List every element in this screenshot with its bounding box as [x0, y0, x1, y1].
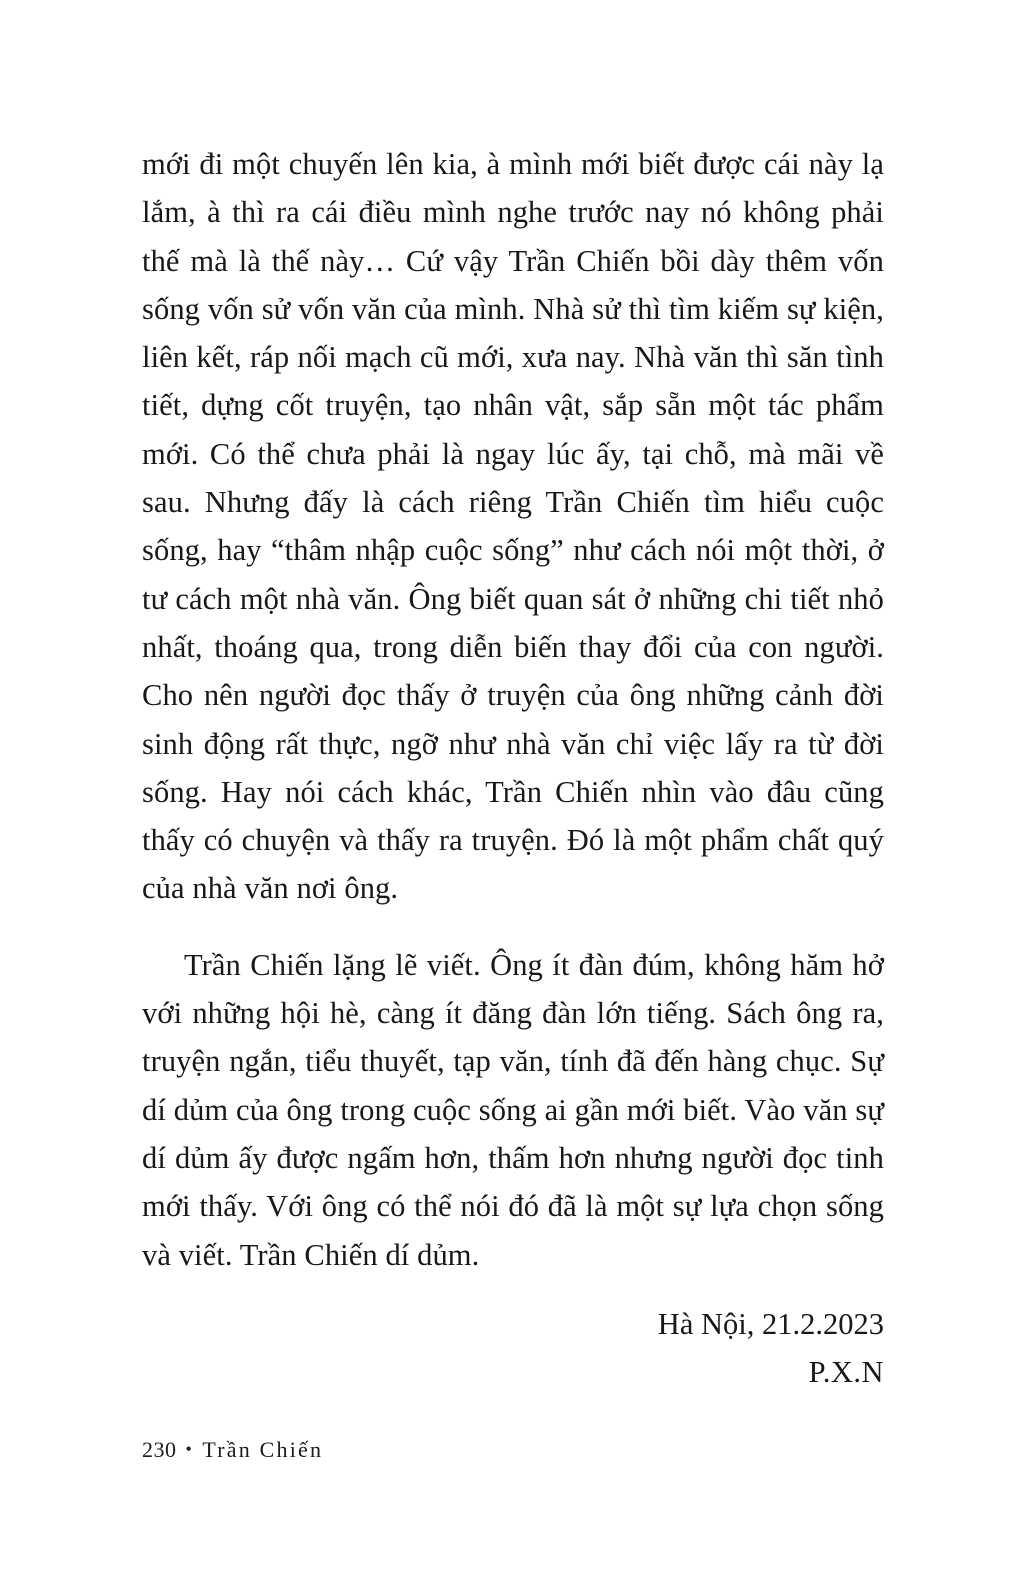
signoff-block — [142, 1300, 884, 1396]
footer-separator-dot: • — [185, 1439, 194, 1459]
footer-chapter-title: Trần Chiến — [202, 1437, 324, 1462]
signoff-place-date: Hà Nội, 21.2.2023 — [657, 1307, 884, 1341]
paragraph-2: Trần Chiến lặng lẽ viết. Ông ít đàn đúm, không hăm hở với những hội hè, càng ít đăng đàn lớn tiếng. Sách ông ra, truyện ngắn, tiểu thuyết, tạp văn, tính đã đến hàng chục. Sự dí dủm của ông trong cuộc sống ai gần mới biết. Vào văn sự dí dủm ấy được ngấm hơn, thấm hơn nhưng người đọc tinh mới thấy. Với ông có thể nói đó đã là một sự lựa chọn sống và viết. Trần Chiến dí dủm. — [142, 947, 884, 1272]
body-text — [142, 140, 884, 1279]
signoff-initials: P.X.N — [808, 1355, 884, 1389]
paragraph-1: mới đi một chuyến lên kia, à mình mới biết được cái này lạ lắm, à thì ra cái điều mình nghe trước nay nó không phải thế mà là thế này… Cứ vậy Trần Chiến bồi dày thêm vốn sống vốn sử vốn văn của mình. Nhà sử thì tìm kiếm sự kiện, liên kết, ráp nối mạch cũ mới, xưa nay. Nhà văn thì săn tình tiết, dựng cốt truyện, tạo nhân vật, sắp sẵn một tác phẩm mới. Có thể chưa phải là ngay lúc ấy, tại chỗ, mà mãi về sau. Nhưng đấy là cách riêng Trần Chiến tìm hiểu cuộc sống, hay “thâm nhập cuộc sống” như cách nói một thời, ở tư cách một nhà văn. Ông biết quan sát ở những chi tiết nhỏ nhất, thoáng qua, trong diễn biến thay đổi của con người. Cho nên người đọc thấy ở truyện của ông những cảnh đời sinh động rất thực, ngỡ như nhà văn chỉ việc lấy ra từ đời sống. Hay nói cách khác, Trần Chiến nhìn vào đâu cũng thấy có chuyện và thấy ra truyện. Đó là một phẩm chất quý của nhà văn nơi ông. — [142, 147, 884, 906]
footer-page-number: 230 — [142, 1437, 177, 1462]
page-footer — [142, 1437, 323, 1463]
